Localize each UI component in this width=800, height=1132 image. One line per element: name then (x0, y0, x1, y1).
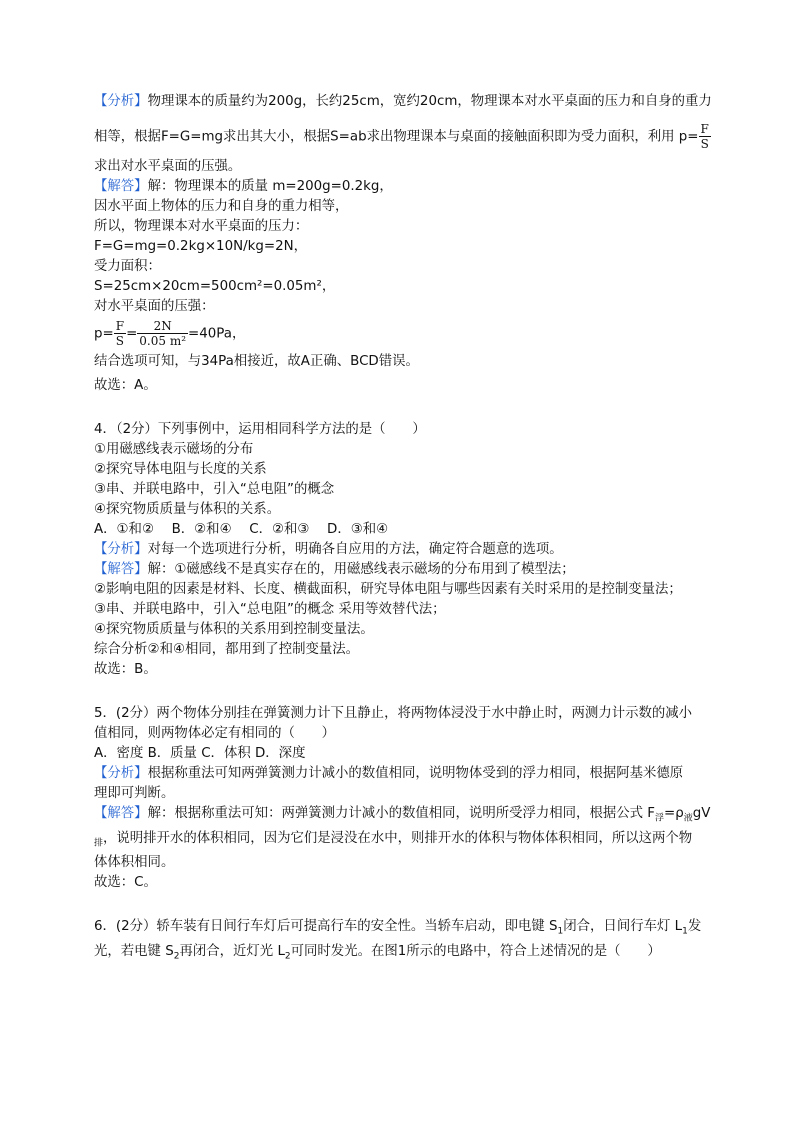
pressure-equation: p= $\frac{F}{S}$ = $\frac{2N}{\text{0.05 m²}}$ =40Pa， (94, 319, 246, 348)
document-page (94, 92, 714, 967)
q5-stem: 5．(2分）两个物体分别挂在弹簧测力计下且静止，将两物体浸没于水中静止时，两测力计示数的减小 (94, 706, 693, 721)
question-4: 4．（2分）下列事例中，运用相同科学方法的是（ ） ①用磁感线表示磁场的分布 ②探究导体电阻与长度的关系 ③串、并联电路中，引入“总电阻”的概念 ④探究物质质量与体积的关系。 A．①和② B．②和④ C．②和③ D．③和④ 【分析】对每一个选项进行分析，明确各自应用的方法，确定符合题意的选项。 【解答】解：①磁感线不是真实存在的，用磁感线表示磁场的分布用到了模型法； ②影响电阻的因素是材料、长度、横截面积，研究导体电阻与哪些因素有关时采用的是控制变量法； ③串、并联电路中，引入“总电阻”的概念 采用等效替代法； ④探究物质质量与体积的关系用到控制变量法。 综合分析②和④相同，都用到了控制变量法。 故选：B。 (94, 420, 714, 680)
q4-stem: 4．（2分）下列事例中，运用相同科学方法的是（ ） (94, 422, 426, 437)
q3-answer: 【解答】解：物理课本的质量 m=200g=0.2kg， 因水平面上物体的压力和自身的重力相等， 所以，物理课本对水平桌面的压力： F=G=mg=0.2kg×10N/kg=2N， 受力面积： S=25cm×20cm=500cm²=0.05m²， 对水平桌面的压强： p= $\frac{F}{S}$ = $\frac{2N}{\text{0.05 m²}}$ =40Pa， 结合选项可知，与34Pa相接近，故A正确、BCD错误。 故选：A。 (94, 177, 714, 396)
answer-tag: 【解答】 (94, 179, 148, 194)
analysis-tag: 【分析】 (94, 94, 148, 109)
q4-choices: A．①和② B．②和④ C．②和③ D．③和④ (94, 522, 389, 537)
answer-tag: 【解答】 (94, 562, 148, 577)
pressure-formula-fraction: $\frac{F}{S}$ (700, 122, 709, 151)
analysis-tag: 【分析】 (94, 542, 148, 557)
analysis-tag: 【分析】 (94, 766, 148, 781)
question-6: 6．(2分）轿车装有日间行车灯后可提高行车的安全性。当轿车启动，即电键 $S_1$闭合，日间行车灯 $L_1$发 光，若电键 $S_2$再闭合，近灯光 $L_2$可同时发光。在图1所示的电路中，符合上述情况的是（ ） (94, 919, 702, 962)
answer-tag: 【解答】 (94, 806, 148, 821)
question-5: 5．(2分）两个物体分别挂在弹簧测力计下且静止，将两物体浸没于水中静止时，两测力计示数的减小 值相同，则两物体必定有相同的（ ） A．密度 B．质量 C．体积 D．深度 【分析】根据称重法可知两弹簧测力计减小的数值相同，说明物体受到的浮力相同，根据阿基米德原 理即可判断。 【解答】解：根据称重法可知：两弹簧测力计减小的数值相同，说明所受浮力相同，根据公式 $F_浮=\rho_液gV$ $_排$，说明排开水的体积相同，因为它们是浸没在水中，则排开水的体积与物体体积相同，所以这两个物 体体积相同。 故选：C。 (94, 704, 714, 893)
q5-choices: A．密度 B．质量 C．体积 D．深度 (94, 746, 306, 761)
q3-analysis: 【分析】物理课本的质量约为200g，长约25cm，宽约20cm，物理课本对水平桌面的压力和自身的重力 相等，根据F=G=mg求出其大小，根据S=ab求出物理课本与桌面的接触面积即为受力面积，利用 p= $\frac{F}{S}$ 求出对水平桌面的压强。 (94, 94, 712, 174)
